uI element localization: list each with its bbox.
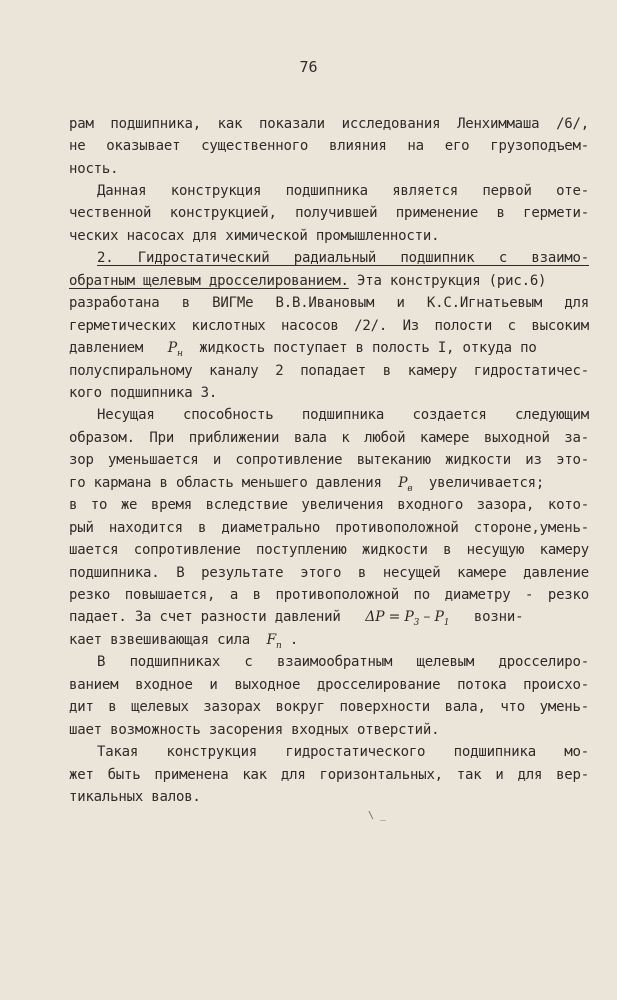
text-line	[69, 606, 589, 628]
text-line: чественной конструкцией, получившей применение в гермети-	[69, 205, 589, 221]
page-number: 76	[299, 58, 318, 76]
text-span: .	[289, 632, 299, 648]
text-line	[69, 629, 589, 651]
text-line	[69, 270, 589, 292]
text-line: Несущая способность подшипника создается следующим	[97, 407, 589, 423]
text-span: увеличивается;	[428, 475, 545, 491]
text-line: в то же время вследствие увеличения входного зазора, кото-	[69, 497, 589, 513]
text-line: резко повышается, а в противоположной по диаметру - резко	[69, 587, 589, 603]
text-line: Такая конструкция гидростатического подшипника мо-	[97, 744, 589, 760]
text-span: возни-	[473, 609, 524, 625]
section-heading-line: обратным щелевым дросселированием.	[69, 273, 349, 289]
text-line: рам подшипника, как показали исследования Ленхиммаша /6/,	[69, 116, 589, 132]
force-symbol: $F_п$	[266, 632, 282, 651]
text-line: жет быть применена как для горизонтальных, так и для вер-	[69, 767, 589, 783]
pressure-symbol: $P_в$	[398, 475, 413, 494]
text-span: кает взвешивающая сила	[69, 632, 251, 648]
pressure-difference-formula: $\Delta P = P_3 - P_1$	[365, 609, 450, 628]
text-line	[69, 472, 589, 494]
text-line: шает возможность засорения входных отверстий.	[69, 722, 440, 738]
text-line: шается сопротивление поступлению жидкости в несущую камеру	[69, 542, 589, 558]
text-span: жидкость поступает в полость I, откуда по	[199, 340, 537, 356]
text-span: падает. За счет разности давлений	[69, 609, 341, 625]
text-span: го кармана в область меньшего давления	[69, 475, 382, 491]
text-line: ность.	[69, 161, 119, 177]
text-line: разработана в ВИГМе В.В.Ивановым и К.С.Игнатьевым для	[69, 295, 589, 311]
text-line: ванием входное и выходное дросселирование потока происхо-	[69, 677, 589, 693]
text-line: ческих насосах для химической промышленности.	[69, 228, 440, 244]
text-line: дит в щелевых зазорах вокруг поверхности вала, что умень-	[69, 699, 589, 715]
pressure-symbol: $P_н$	[167, 340, 183, 359]
text-line: В подшипниках с взаимообратным щелевым дросселиро-	[97, 654, 589, 670]
text-line: не оказывает существенного влияния на его грузоподъем-	[69, 138, 589, 154]
text-span: давлением	[69, 340, 144, 356]
text-line: рый находится в диаметрально противоположной стороне,умень-	[69, 520, 589, 536]
text-span: Эта конструкция (рис.6)	[348, 273, 547, 289]
text-line: герметических кислотных насосов /2/. Из полости с высоким	[69, 318, 589, 334]
text-line: Данная конструкция подшипника является первой оте-	[97, 183, 589, 199]
text-line: тикальных валов.	[69, 789, 201, 805]
text-line	[69, 337, 589, 359]
text-line: образом. При приближении вала к любой камере выходной за-	[69, 430, 589, 446]
text-line: зор уменьшается и сопротивление вытеканию жидкости из это-	[69, 452, 589, 468]
text-line: полуспиральному каналу 2 попадает в камеру гидростатичес-	[69, 363, 589, 379]
section-heading-line: 2. Гидростатический радиальный подшипник с взаимо-	[97, 250, 589, 266]
text-line: кого подшипника 3.	[69, 385, 218, 401]
text-line: подшипника. В результате этого в несущей камере давление	[69, 565, 589, 581]
page-mark: \ _	[368, 810, 387, 821]
